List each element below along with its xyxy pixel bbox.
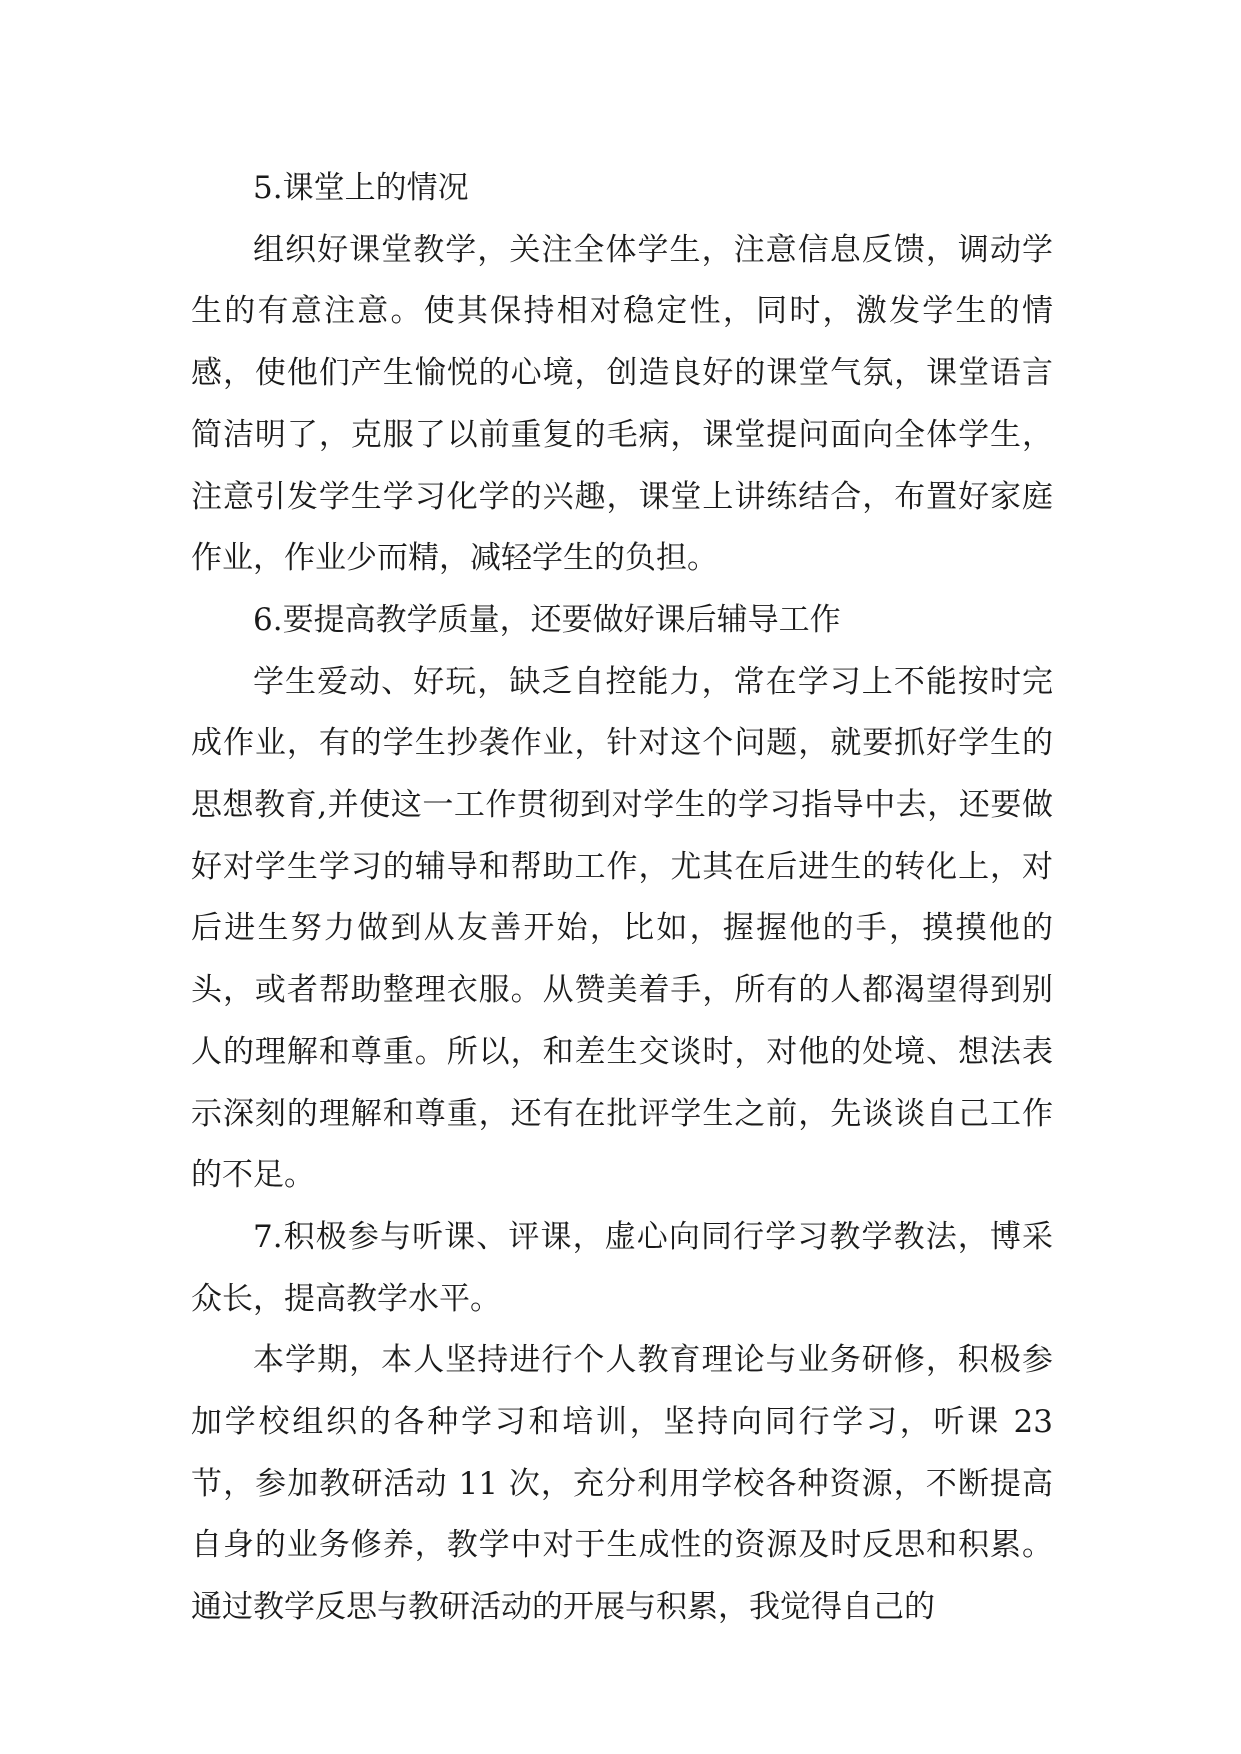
heading-classroom-situation: 5.课堂上的情况 <box>253 170 469 206</box>
paragraph-semester-summary: 本学期，本人坚持进行个人教育理论与业务研修，积极参加学校组织的各种学习和培训，坚持向同行学习，听课 23 节，参加教研活动 11 次，充分利用学校各种资源，不断提高自身的业务修养，教学中对于生成性的资源及时反思和积累。通过教学反思与教研活动的开展与积累，我觉得自己的 <box>191 1342 1053 1626</box>
heading-after-class-tutoring: 6.要提高教学质量，还要做好课后辅导工作 <box>253 601 841 638</box>
paragraph-classroom-teaching: 组织好课堂教学，关注全体学生，注意信息反馈，调动学生的有意注意。使其保持相对稳定性，同时，激发学生的情感，使他们产生愉悦的心境，创造良好的课堂气氛，课堂语言简洁明了，克服了以前重复的毛病，课堂提问面向全体学生，注意引发学生学习化学的兴趣，课堂上讲练结合，布置好家庭作业，作业少而精，减轻学生的负担。 <box>191 231 1053 577</box>
paragraph-student-tutoring: 学生爱动、好玩，缺乏自控能力，常在学习上不能按时完成作业，有的学生抄袭作业，针对这个问题，就要抓好学生的思想教育,并使这一工作贯彻到对学生的学习指导中去，还要做好对学生学习的辅导和帮助工作，尤其在后进生的转化上，对后进生努力做到从友善开始，比如，握握他的手，摸摸他的头，或者帮助整理衣服。从赞美着手，所有的人都渴望得到别人的理解和尊重。所以，和差生交谈时，对他的处境、想法表示深刻的理解和尊重，还有在批评学生之前，先谈谈自己工作的不足。 <box>191 663 1053 1194</box>
heading-lesson-observation: 7.积极参与听课、评课，虚心向同行学习教学教法，博采众长，提高教学水平。 <box>191 1218 1053 1317</box>
document-body <box>191 158 1053 1639</box>
